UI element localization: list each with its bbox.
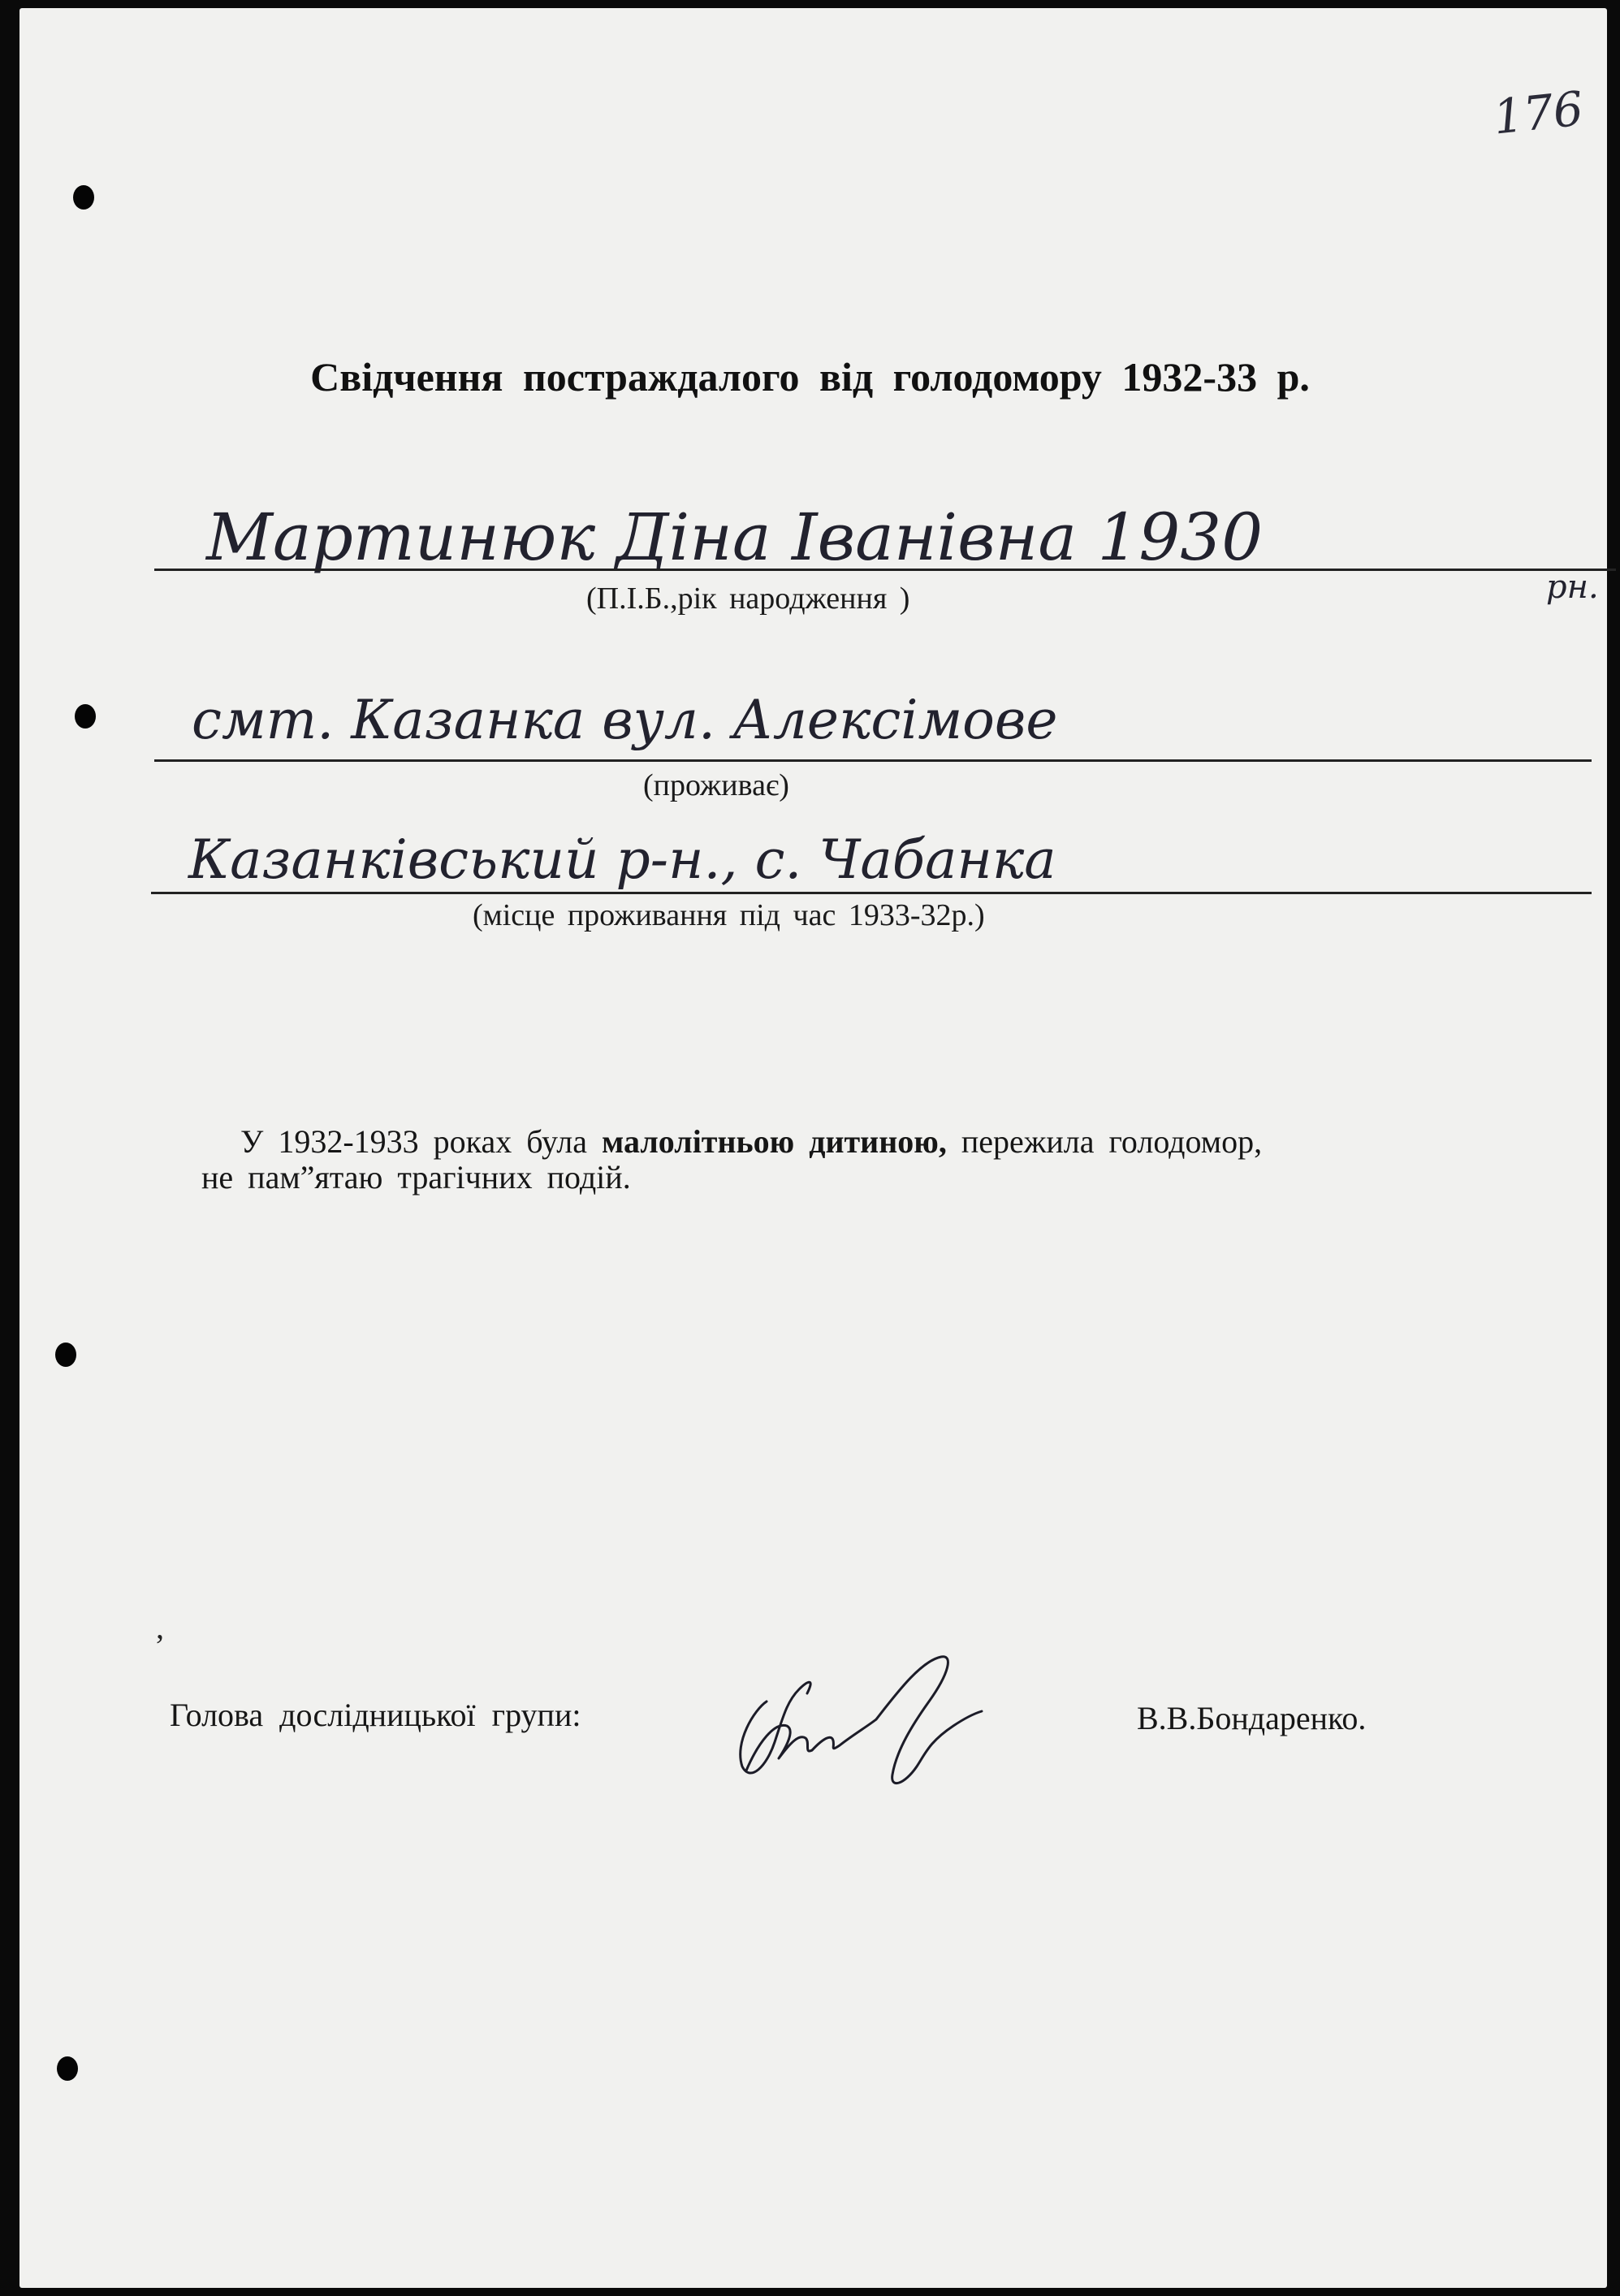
handwritten-name: Мартинюк Діна Іванівна 1930 xyxy=(206,499,1264,575)
handwritten-place-during-famine: Казанківський р-н., с. Чабанка xyxy=(188,828,1056,891)
page-title: Свідчення постраждалого від голодомору 1932-33 р. xyxy=(310,354,1310,400)
binder-hole-3 xyxy=(55,1343,76,1367)
binder-hole-4 xyxy=(57,2056,78,2081)
testimony-line-2: не пам”ятаю трагічних подій. xyxy=(201,1159,631,1196)
signer-name: В.В.Бондаренко. xyxy=(1137,1700,1367,1736)
handwritten-residence: смт. Казанка вул. Алексімове xyxy=(192,689,1058,751)
stray-mark: , xyxy=(156,1609,164,1645)
field-line-name xyxy=(154,569,1616,571)
testimony-text-bold: малолітньою дитиною, xyxy=(602,1123,947,1160)
field-line-residence xyxy=(154,759,1592,762)
signature-image xyxy=(710,1645,986,1791)
handwritten-birth-suffix: рн. xyxy=(1546,569,1599,606)
caption-place: (місце проживання під час 1933-32р.) xyxy=(473,898,985,932)
binder-hole-1 xyxy=(73,185,94,210)
caption-name-birth: (П.І.Б.,рік народження ) xyxy=(586,582,910,616)
field-line-place xyxy=(151,892,1592,894)
page-number: 176 xyxy=(1490,80,1586,145)
signature-label: Голова дослідницької групи: xyxy=(170,1697,581,1733)
testimony-text-end: пережила голодомор, xyxy=(961,1123,1263,1160)
document-page xyxy=(19,8,1607,2288)
testimony-text-start: У 1932-1933 роках була xyxy=(240,1123,588,1160)
caption-residence: (проживає) xyxy=(643,768,789,802)
binder-hole-2 xyxy=(75,704,96,729)
